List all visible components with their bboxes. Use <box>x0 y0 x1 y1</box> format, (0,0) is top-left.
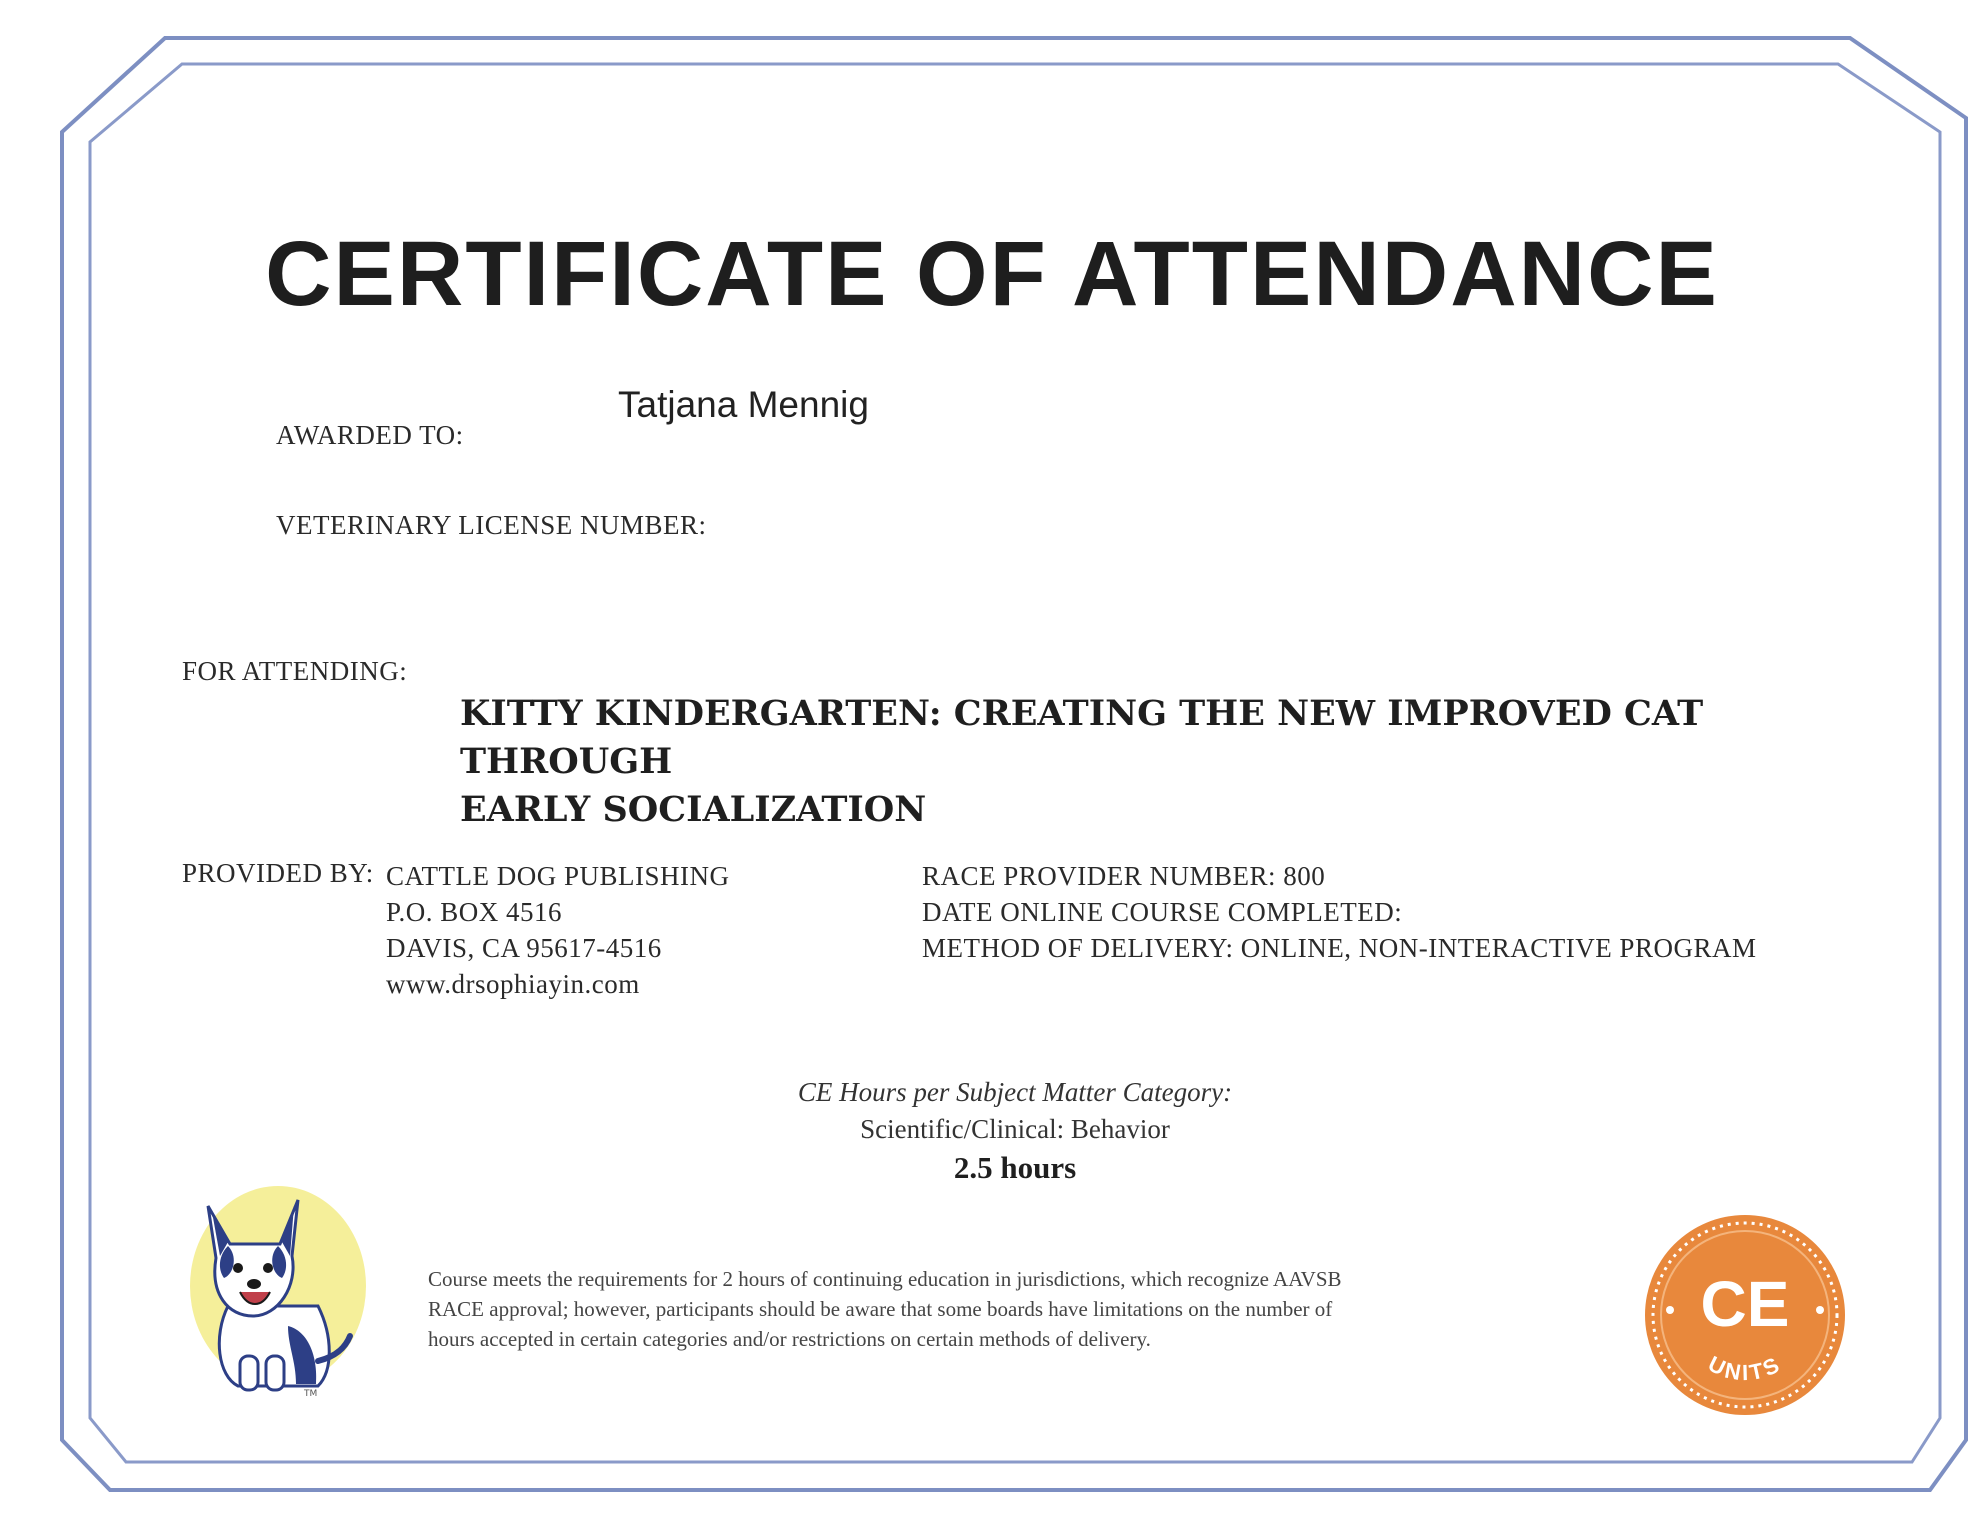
for-attending-label: FOR ATTENDING: <box>182 656 408 686</box>
provider-address <box>386 858 730 1002</box>
seal-units-text: UNITS <box>1704 1350 1786 1386</box>
ce-hours-block <box>0 1074 1984 1188</box>
ce-hours-heading: CE Hours per Subject Matter Category: <box>797 1077 1233 1107</box>
disclaimer-line-1: Course meets the requirements for 2 hours of continuing education in jurisdictions, which recognize AAVSB <box>428 1267 1342 1291</box>
logo-trademark: TM <box>304 1389 318 1399</box>
ce-units-seal <box>1640 1210 1850 1420</box>
disclaimer-line-3: hours accepted in certain categories and/or restrictions on certain methods of delivery. <box>428 1327 1151 1351</box>
awarded-to-label: AWARDED TO: <box>276 420 464 450</box>
course-title-line-2: EARLY SOCIALIZATION <box>460 789 927 830</box>
provided-by-label: PROVIDED BY: <box>182 858 374 888</box>
recipient-name: Tatjana Mennig <box>618 384 869 425</box>
date-completed-label: DATE ONLINE COURSE COMPLETED: <box>922 897 1403 927</box>
provider-name: CATTLE DOG PUBLISHING <box>386 861 730 891</box>
course-title-line-1: KITTY KINDERGARTEN: CREATING THE NEW IMPROVED CAT THROUGH <box>460 693 1704 782</box>
course-details <box>922 858 1756 966</box>
course-title <box>460 690 1840 834</box>
provider-city: DAVIS, CA 95617-4516 <box>386 933 662 963</box>
certificate-title: CERTIFICATE OF ATTENDANCE <box>265 223 1719 325</box>
ce-disclaimer <box>428 1264 1638 1354</box>
provider-website: www.drsophiayin.com <box>386 969 640 999</box>
provider-po-box: P.O. BOX 4516 <box>386 897 563 927</box>
cattle-dog-logo <box>168 1186 368 1406</box>
seal-ce-text: CE <box>1700 1268 1790 1340</box>
ce-hours-value: 2.5 hours <box>953 1150 1077 1185</box>
race-provider-number: RACE PROVIDER NUMBER: 800 <box>922 861 1326 891</box>
method-of-delivery: METHOD OF DELIVERY: ONLINE, NON-INTERACTIVE PROGRAM <box>922 933 1757 963</box>
disclaimer-line-2: RACE approval; however, participants should be aware that some boards have limitations on the number of <box>428 1297 1333 1321</box>
license-number-label: VETERINARY LICENSE NUMBER: <box>276 510 707 540</box>
ce-category: Scientific/Clinical: Behavior <box>860 1114 1170 1144</box>
